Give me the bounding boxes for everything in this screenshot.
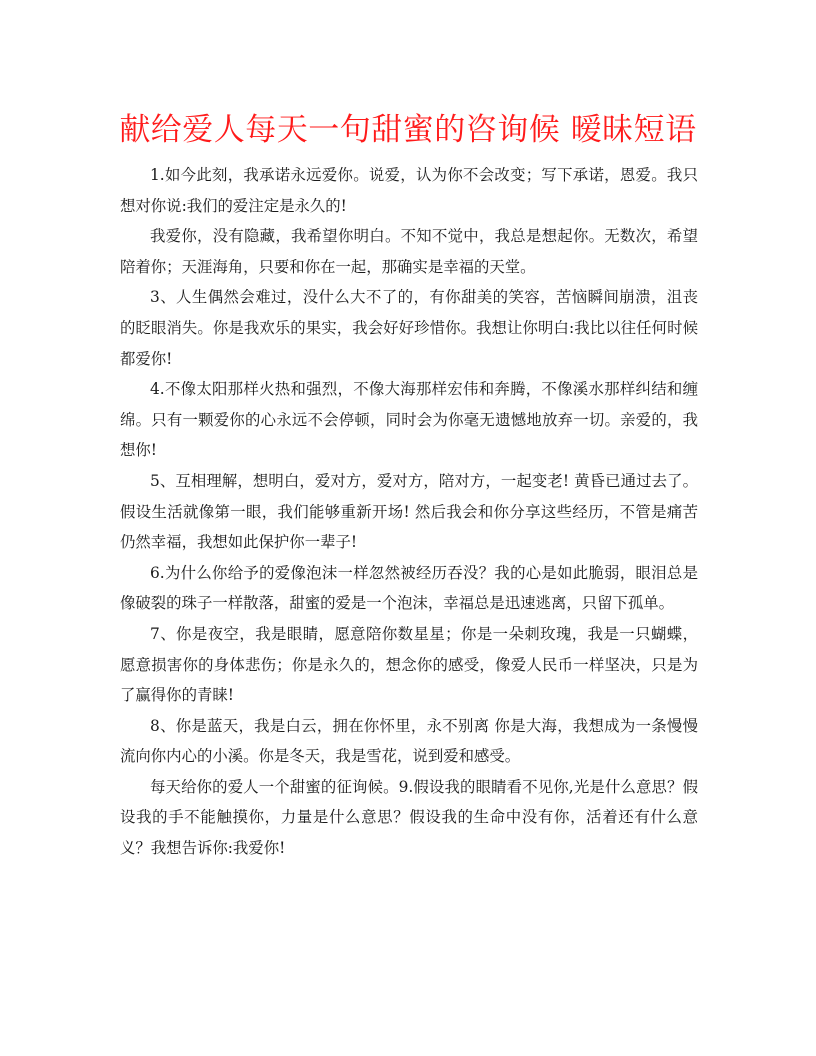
paragraph-2: 我爱你，没有隐藏，我希望你明白。不知不觉中，我总是想起你。无数次，希望陪着你；天涯海角，只要和你在一起，那确实是幸福的天堂。 — [120, 227, 698, 276]
document-title: 献给爱人每天一句甜蜜的咨询候 暧昧短语 — [119, 112, 697, 148]
document-body — [120, 160, 698, 864]
paragraph-4: 4.不像太阳那样火热和强烈，不像大海那样宏伟和奔腾，不像溪水那样纠结和缠绵。只有一颗爱你的心永远不会停顿，同时会为你毫无遗憾地放弃一切。亲爱的，我想你! — [120, 380, 698, 460]
paragraph-7: 7、你是夜空，我是眼睛，愿意陪你数星星；你是一朵刺玫瑰，我是一只蝴蝶，愿意损害你的身体悲伤；你是永久的，想念你的感受，像爱人民币一样坚决，只是为了赢得你的青睐! — [120, 624, 698, 705]
paragraph-9: 每天给你的爱人一个甜蜜的征询候。9.假设我的眼睛看不见你,光是什么意思？假设我的手不能触摸你，力量是什么意思？假设我的生命中没有你，活着还有什么意义？我想告诉你:我爱你! — [120, 777, 698, 858]
paragraph-5: 5、互相理解，想明白，爱对方，爱对方，陪对方，一起变老! 黄昏已通过去了。假设生活就像第一眼，我们能够重新开场! 然后我会和你分享这些经历，不管是痛苦仍然幸福，我想如此保护你一辈子! — [120, 471, 698, 552]
paragraph-6: 6.为什么你给予的爱像泡沫一样忽然被经历吞没？我的心是如此脆弱，眼泪总是像破裂的珠子一样散落，甜蜜的爱是一个泡沫，幸福总是迅速逃离，只留下孤单。 — [120, 563, 698, 613]
paragraph-1: 1.如今此刻，我承诺永远爱你。说爱，认为你不会改变；写下承诺，恩爱。我只想对你说:我们的爱注定是永久的! — [120, 166, 698, 215]
paragraph-8: 8、你是蓝天，我是白云，拥在你怀里，永不别离 你是大海，我想成为一条慢慢流向你内心的小溪。你是冬天，我是雪花，说到爱和感受。 — [120, 716, 698, 766]
paragraph-3: 3、人生偶然会难过，没什么大不了的，有你甜美的笑容，苦恼瞬间崩溃，沮丧的眨眼消失。你是我欢乐的果实，我会好好珍惜你。我想让你明白:我比以往任何时候都爱你! — [120, 288, 698, 368]
